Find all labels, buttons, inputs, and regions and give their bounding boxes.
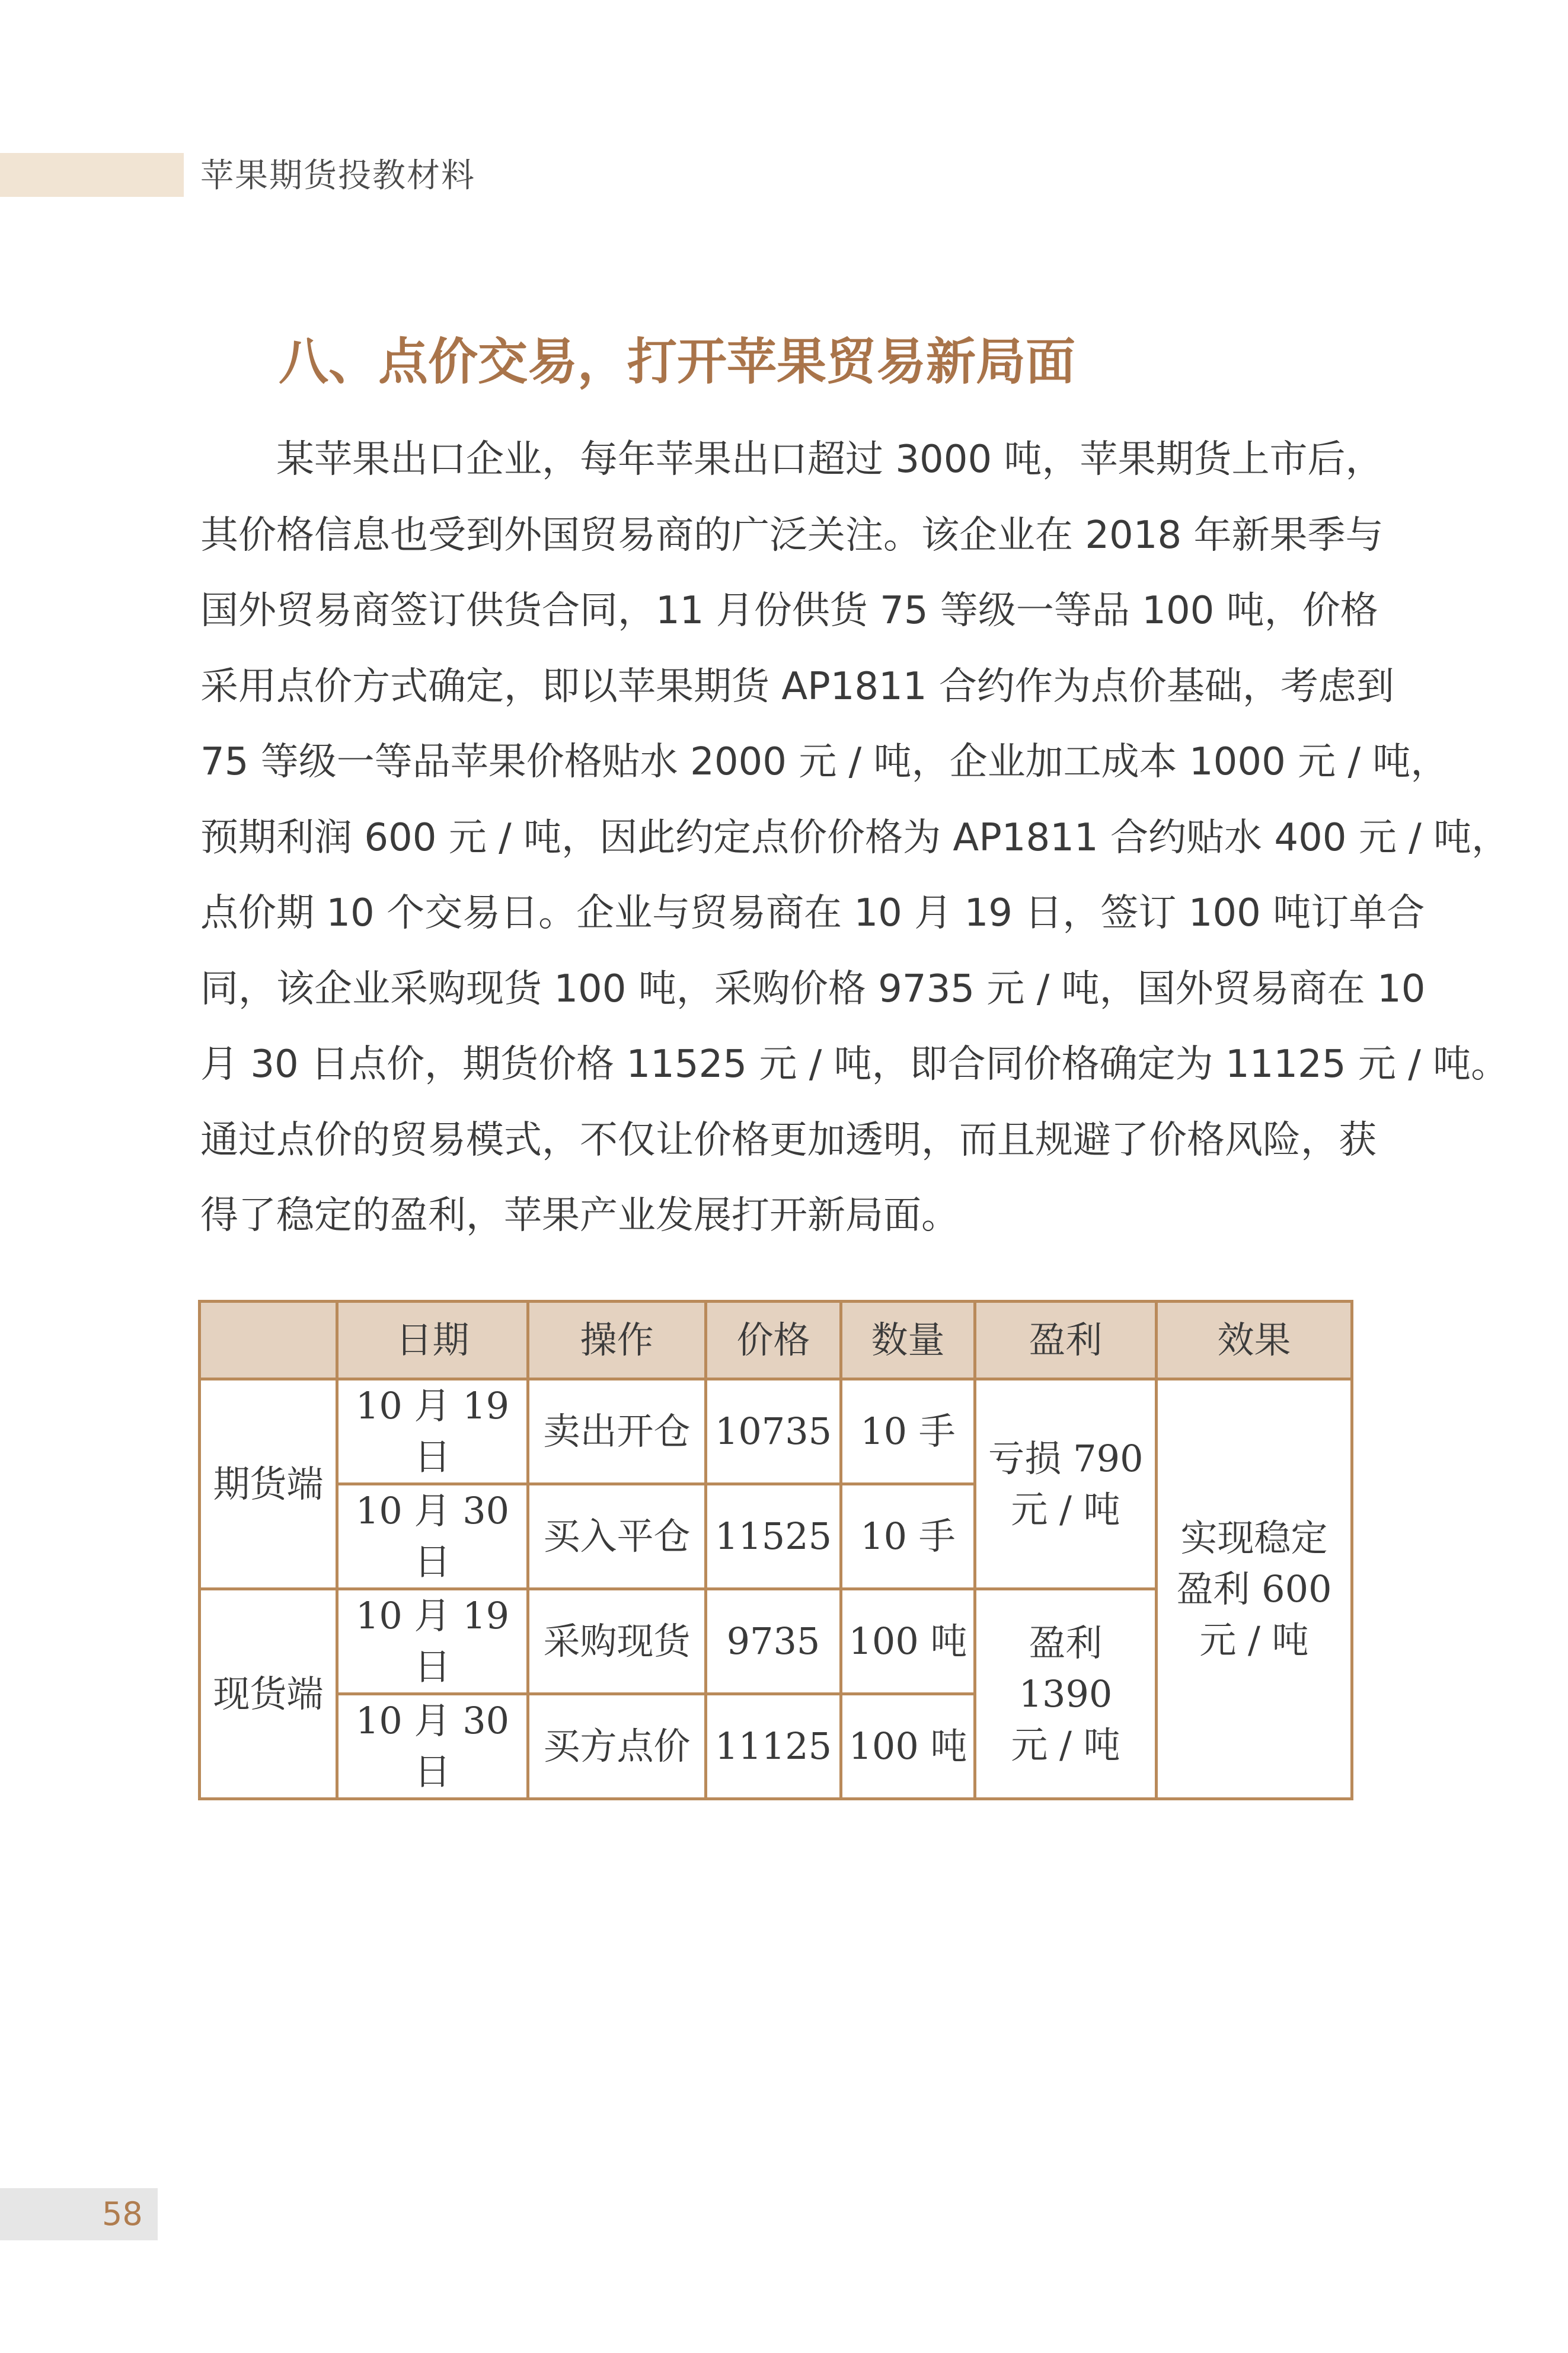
body-line: 国外贸易商签订供货合同，11 月份供货 75 等级一等品 100 吨，价格 (200, 589, 1378, 633)
futures-label-cell: 期货端 (200, 1379, 337, 1589)
price-cell: 10735 (706, 1379, 841, 1484)
section-title: 八、点价交易，打开苹果贸易新局面 (279, 333, 1076, 391)
spot-label-cell: 现货端 (200, 1589, 337, 1799)
operation-cell: 采购现货 (528, 1589, 706, 1694)
operation-cell: 买入平仓 (528, 1484, 706, 1589)
effect-cell (1157, 1379, 1352, 1799)
quantity-cell: 100 吨 (841, 1589, 975, 1694)
quantity-cell: 10 手 (841, 1379, 975, 1484)
body-line: 某苹果出口企业，每年苹果出口超过 3000 吨，苹果期货上市后， (276, 438, 1384, 482)
spot-profit-cell (975, 1589, 1157, 1799)
body-line: 其价格信息也受到外国贸易商的广泛关注。该企业在 2018 年新果季与 (200, 513, 1384, 557)
header-cell-blank (200, 1302, 337, 1379)
body-line: 采用点价方式确定，即以苹果期货 AP1811 合约作为点价基础，考虑到 (200, 664, 1394, 709)
spot-profit-line: 元 / 吨 (1011, 1723, 1120, 1767)
body-line: 同，该企业采购现货 100 吨，采购价格 9735 元 / 吨，国外贸易商在 10 (200, 967, 1426, 1011)
hedging-table (198, 1300, 1353, 1800)
price-cell: 11525 (706, 1484, 841, 1589)
date-cell: 10 月 19 日 (337, 1379, 528, 1484)
effect-line: 元 / 吨 (1199, 1618, 1309, 1662)
effect-line: 盈利 600 (1176, 1567, 1332, 1611)
header-cell-date: 日期 (337, 1302, 528, 1379)
operation-cell: 卖出开仓 (528, 1379, 706, 1484)
body-line: 通过点价的贸易模式，不仅让价格更加透明，而且规避了价格风险，获 (200, 1118, 1377, 1162)
page-number: 58 (102, 2195, 143, 2233)
date-cell: 10 月 19 日 (337, 1589, 528, 1694)
operation-cell: 买方点价 (528, 1694, 706, 1799)
date-cell: 10 月 30 日 (337, 1484, 528, 1589)
price-cell: 11125 (706, 1694, 841, 1799)
quantity-cell: 100 吨 (841, 1694, 975, 1799)
body-paragraph (200, 422, 1510, 1254)
body-line: 月 30 日点价，期货价格 11525 元 / 吨，即合同价格确定为 11125 元 / 吨。 (200, 1042, 1509, 1086)
futures-profit-line: 元 / 吨 (1011, 1487, 1120, 1531)
table-header-row (200, 1302, 1352, 1379)
effect-line: 实现稳定 (1180, 1516, 1328, 1560)
running-header-title: 苹果期货投教材料 (200, 157, 475, 195)
body-line: 点价期 10 个交易日。企业与贸易商在 10 月 19 日，签订 100 吨订单合 (200, 891, 1425, 935)
body-line: 得了稳定的盈利，苹果产业发展打开新局面。 (200, 1194, 959, 1238)
header-cell-profit: 盈利 (975, 1302, 1157, 1379)
body-line: 75 等级一等品苹果价格贴水 2000 元 / 吨，企业加工成本 1000 元 / 吨， (200, 740, 1449, 784)
table-row (200, 1379, 1352, 1484)
header-cell-price: 价格 (706, 1302, 841, 1379)
quantity-cell: 10 手 (841, 1484, 975, 1589)
futures-profit-line: 亏损 790 (988, 1436, 1144, 1480)
futures-profit-cell (975, 1379, 1157, 1589)
price-cell: 9735 (706, 1589, 841, 1694)
spot-profit-line: 盈利 1390 (1018, 1621, 1113, 1716)
header-cell-quantity: 数量 (841, 1302, 975, 1379)
date-cell: 10 月 30 日 (337, 1694, 528, 1799)
header-cell-operation: 操作 (528, 1302, 706, 1379)
header-cell-effect: 效果 (1157, 1302, 1352, 1379)
body-line: 预期利润 600 元 / 吨，因此约定点价价格为 AP1811 合约贴水 400 元 / 吨， (200, 815, 1510, 860)
header-accent-band (0, 153, 184, 197)
